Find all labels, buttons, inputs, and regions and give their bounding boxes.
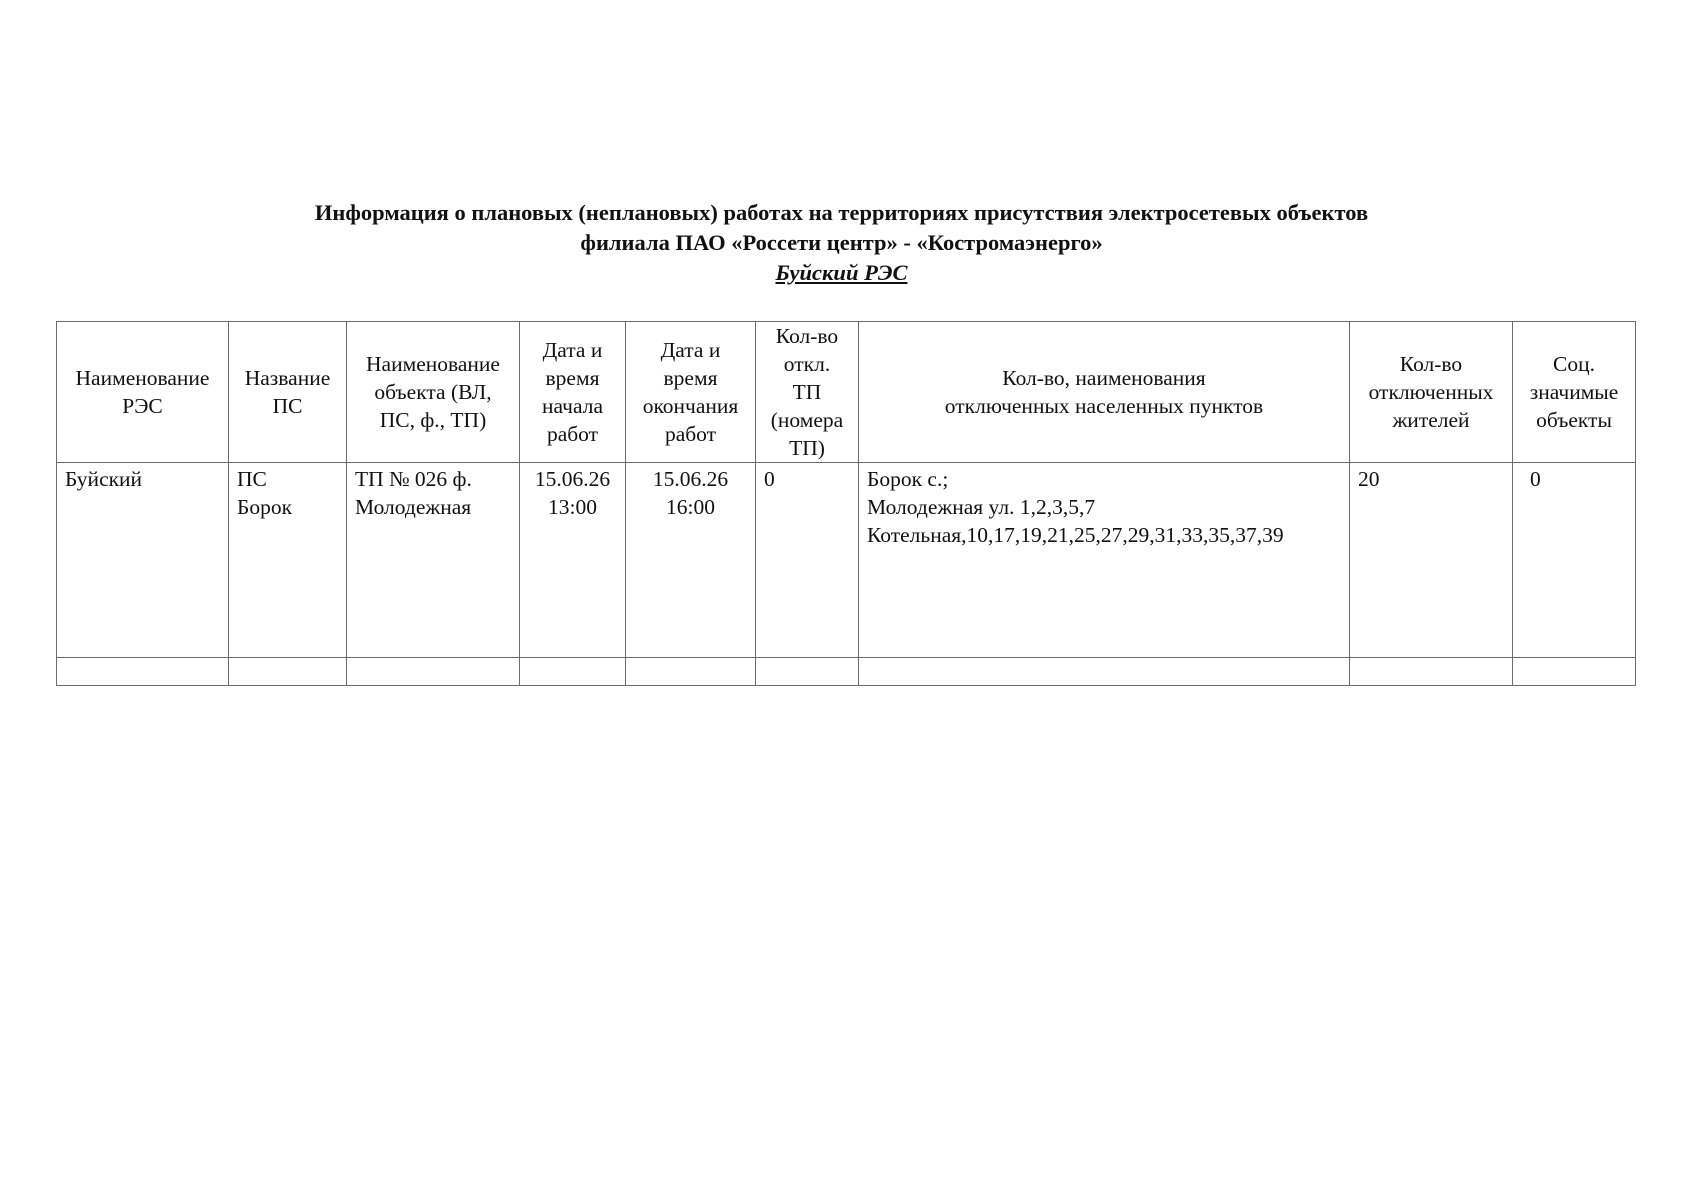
cell-social-objects: 0: [1513, 463, 1636, 658]
settlement-line: Борок с.;: [867, 467, 949, 491]
empty-cell: [1350, 658, 1513, 686]
heading-title-line-1: Информация о плановых (неплановых) работах на территориях присутствия электросетевых объектов: [314, 200, 1369, 225]
header-settlements: Кол-во, наименования отключенных населенных пунктов: [859, 322, 1350, 463]
cell-settlements: [859, 463, 1350, 658]
table-header-row: [57, 322, 1636, 463]
document-heading: [0, 198, 1683, 288]
empty-cell: [57, 658, 229, 686]
cell-ps-name: ПС Борок: [229, 463, 347, 658]
cell-residents-count: 20: [1350, 463, 1513, 658]
empty-cell: [520, 658, 626, 686]
header-ps-name: Название ПС: [229, 322, 347, 463]
empty-cell: [347, 658, 520, 686]
empty-cell: [229, 658, 347, 686]
empty-cell: [859, 658, 1350, 686]
header-start-datetime: Дата и время начала работ: [520, 322, 626, 463]
empty-cell: [626, 658, 756, 686]
header-object-name: Наименование объекта (ВЛ, ПС, ф., ТП): [347, 322, 520, 463]
settlement-line: Молодежная ул. 1,2,3,5,7: [867, 495, 1096, 519]
cell-object-name: ТП № 026 ф. Молодежная: [347, 463, 520, 658]
cell-res-name: Буйский: [57, 463, 229, 658]
settlement-line: Котельная,10,17,19,21,25,27,29,31,33,35,37,39: [867, 523, 1284, 547]
heading-res-name: Буйский РЭС: [775, 260, 908, 285]
empty-cell: [756, 658, 859, 686]
empty-cell: [1513, 658, 1636, 686]
header-res-name: Наименование РЭС: [57, 322, 229, 463]
cell-tp-count: 0: [756, 463, 859, 658]
header-tp-count: Кол-во откл. ТП (номера ТП): [756, 322, 859, 463]
heading-title-line-2: филиала ПАО «Россети центр» - «Костромаэнерго»: [580, 230, 1103, 255]
table-row: [57, 463, 1636, 658]
cell-end-datetime: 15.06.26 16:00: [626, 463, 756, 658]
table-row-empty: [57, 658, 1636, 686]
header-end-datetime: Дата и время окончания работ: [626, 322, 756, 463]
works-table: [56, 321, 1636, 686]
cell-start-datetime: 15.06.26 13:00: [520, 463, 626, 658]
header-residents-count: Кол-во отключенных жителей: [1350, 322, 1513, 463]
header-social-objects: Соц. значимые объекты: [1513, 322, 1636, 463]
